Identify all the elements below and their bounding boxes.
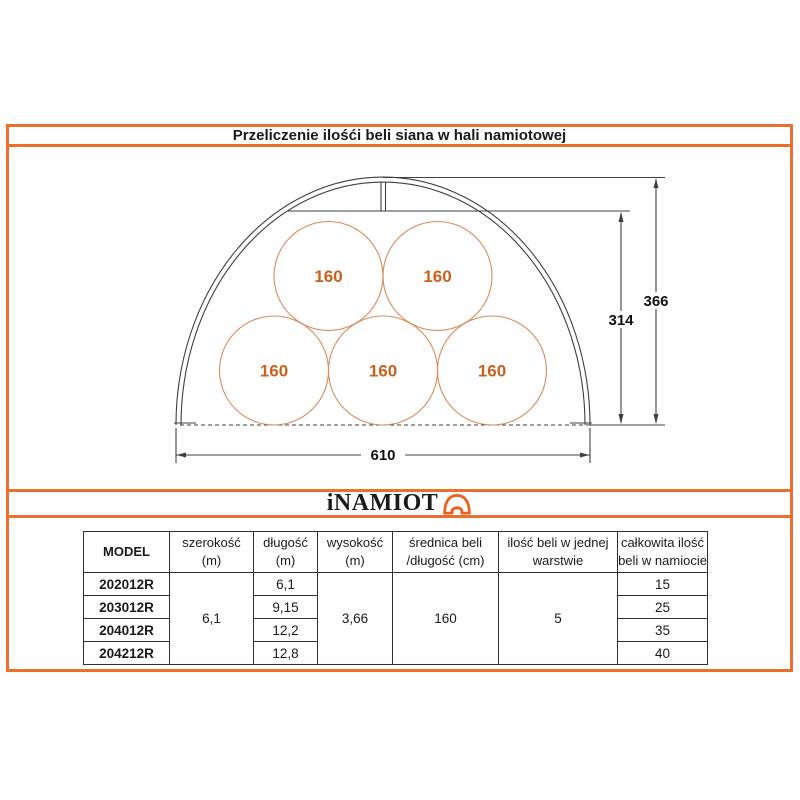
header-text: warstwie [532, 553, 584, 568]
header-text: wysokość [326, 535, 384, 551]
cell-dlugosc: 6,1 [254, 573, 318, 596]
tent-arch-outer [176, 177, 590, 425]
header-text: szerokość [182, 535, 241, 551]
table-row [84, 573, 708, 596]
bale-label: 160 [368, 361, 398, 381]
arrow-314-down [619, 414, 624, 424]
cell-model: 204212R [84, 642, 170, 665]
bale-label: 160 [314, 267, 343, 286]
cell-calkowita: 15 [618, 573, 708, 596]
cell-szerokosc-shared: 6,1 [170, 573, 254, 665]
bale-spec-table [83, 531, 708, 665]
cell-srednica-shared: 160 [393, 573, 499, 665]
brand-logo-text: iNAMIOT [326, 489, 439, 516]
cell-calkowita: 25 [618, 596, 708, 619]
cell-dlugosc: 9,15 [254, 596, 318, 619]
arrow-610-right [580, 453, 590, 458]
col-header-model [84, 532, 170, 573]
header-text: długość [263, 535, 308, 551]
main-frame [6, 124, 793, 672]
header-text: (m) [201, 553, 222, 568]
header-text: beli w namiocie [618, 553, 707, 568]
col-header-wysokosc [318, 532, 393, 573]
title-bar [9, 127, 790, 147]
tent-arch-inner [181, 182, 585, 425]
header-text: (m) [275, 553, 296, 568]
cell-calkowita: 40 [618, 642, 708, 665]
col-header-dlugosc [254, 532, 318, 573]
header-text: MODEL [103, 544, 150, 560]
col-header-ilosc-warstwa [499, 532, 618, 573]
dim-label-total-height: 366 [643, 293, 669, 310]
cell-model: 204012R [84, 619, 170, 642]
header-text: średnica beli [409, 535, 482, 551]
cell-dlugosc: 12,2 [254, 619, 318, 642]
dim-label-total-width: 610 [370, 447, 396, 464]
col-header-srednica [393, 532, 499, 573]
tent-icon [442, 492, 472, 516]
col-header-szerokosc [170, 532, 254, 573]
cell-calkowita: 35 [618, 619, 708, 642]
col-header-calkowita [618, 532, 708, 573]
bale-label: 160 [477, 361, 507, 381]
dim-label-side-height: 314 [608, 312, 634, 329]
header-text: /długość (cm) [406, 553, 485, 568]
table-header-row [84, 532, 708, 573]
page-title: Przeliczenie ilośći beli siana w hali namiotowej [232, 127, 567, 144]
header-text: całkowita ilość [620, 535, 705, 551]
cell-wysokosc-shared: 3,66 [318, 573, 393, 665]
arrow-366-up [654, 179, 659, 189]
table-section [9, 531, 790, 682]
cell-model: 202012R [84, 573, 170, 596]
tent-diagram [9, 147, 790, 489]
logo-strip [9, 489, 790, 518]
arrow-314-up [619, 212, 624, 222]
header-text: ilość beli w jednej [507, 535, 609, 551]
cell-ilosc-warstwa-shared: 5 [499, 573, 618, 665]
cell-model: 203012R [84, 596, 170, 619]
arrow-610-left [177, 453, 187, 458]
header-text: (m) [345, 553, 365, 568]
cell-dlugosc: 12,8 [254, 642, 318, 665]
bale-label: 160 [259, 361, 289, 381]
arrow-366-down [654, 414, 659, 424]
bale-label: 160 [423, 267, 452, 286]
